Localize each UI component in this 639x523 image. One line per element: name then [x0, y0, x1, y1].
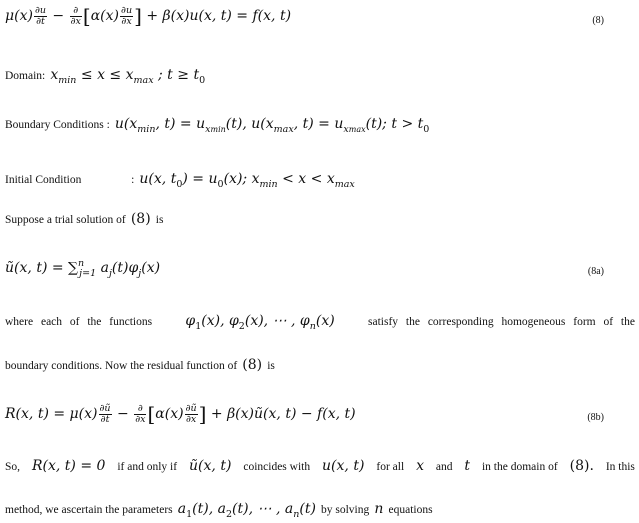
initial-colon: : — [131, 174, 135, 186]
var-t: t — [464, 458, 471, 474]
equation-number: (8a) — [587, 266, 604, 277]
so-text-g: In this — [605, 461, 635, 473]
residual-ref: (8) — [242, 357, 263, 373]
so-ref: (8). — [569, 458, 594, 474]
so-line — [5, 458, 635, 474]
trial-line — [5, 208, 163, 227]
equation-8: μ(x) $\frac{\partial u}{\partial t}$ − $\frac{\partial}{\partial x}$ [α(x) $\frac{\partial u}{\partial x}$ ] + β(x)u(x, t) = f(x, t) — [5, 4, 292, 28]
domain-expression: $x_{min} \le x \le x_{max}$ ; $t \ge t_0$ — [50, 67, 206, 86]
basis-functions: $\varphi_1(x)$, $\varphi_2(x)$, ⋯ , $\varphi_n(x)$ — [185, 313, 335, 332]
initial-expression: u(x, $t_0) = u_0(x)$; $x_{min} < x < x_{max}$ — [139, 171, 355, 190]
boundary-line — [5, 113, 429, 135]
trial-suffix: is — [155, 214, 164, 226]
parameters: $a_1(t)$, $a_2(t)$, ⋯ , $a_n(t)$ — [177, 501, 316, 520]
boundary-expression: $u(x_{min}$, $t) = u_{xmin}(t)$, $u(x_{max}$, $t) = u_{xmax}(t)$; $t > t_0$ — [114, 116, 430, 135]
where-text-a: where each of the functions — [5, 316, 153, 328]
equation-number: (8b) — [587, 412, 604, 423]
method-text-a: method, we ascertain the parameters — [5, 504, 173, 516]
so-text-e: and — [435, 461, 453, 473]
so-text-b: if and only if — [117, 461, 178, 473]
where-text-b: satisfy the corresponding homogeneous form of the — [368, 316, 635, 328]
so-text-d: for all — [376, 461, 405, 473]
residual-zero: R(x, t) = 0 — [31, 458, 106, 474]
var-x: x — [416, 458, 424, 474]
method-line — [5, 498, 433, 520]
equation-8b: R(x, t) = μ(x) $\frac{\partial ũ}{\partial t}$ − $\frac{\partial}{\partial x}$ [α(x) $\frac{\partial ũ}{\partial x}$ ] + β(x)ũ(x, t) − f(x, t) — [5, 402, 356, 426]
equation-8a: ũ(x, t) = ∑$^n_{j=1}$ $a_j(t)\varphi_j(x)$ — [5, 258, 161, 279]
trial-function: ũ(x, t) — [189, 458, 232, 474]
residual-intro-text: boundary conditions. Now the residual function of — [5, 360, 238, 372]
method-text-c: equations — [388, 504, 433, 516]
so-text-a: So, — [5, 461, 21, 473]
domain-label: Domain: — [5, 70, 46, 82]
exact-function: u(x, t) — [322, 458, 365, 474]
initial-label: Initial Condition — [5, 174, 82, 186]
var-n: n — [374, 501, 384, 517]
so-text-f: in the domain of — [481, 461, 558, 473]
initial-line — [5, 168, 355, 190]
trial-ref: (8) — [130, 211, 151, 227]
boundary-label: Boundary Conditions : — [5, 119, 110, 131]
so-text-c: coincides with — [243, 461, 311, 473]
trial-prefix: Suppose a trial solution of — [5, 214, 126, 226]
equation-number: (8) — [592, 15, 604, 26]
method-text-b: by solving — [321, 504, 370, 516]
domain-line — [5, 64, 205, 86]
residual-intro-line — [5, 354, 275, 373]
where-line — [5, 313, 635, 332]
residual-is: is — [267, 360, 275, 372]
